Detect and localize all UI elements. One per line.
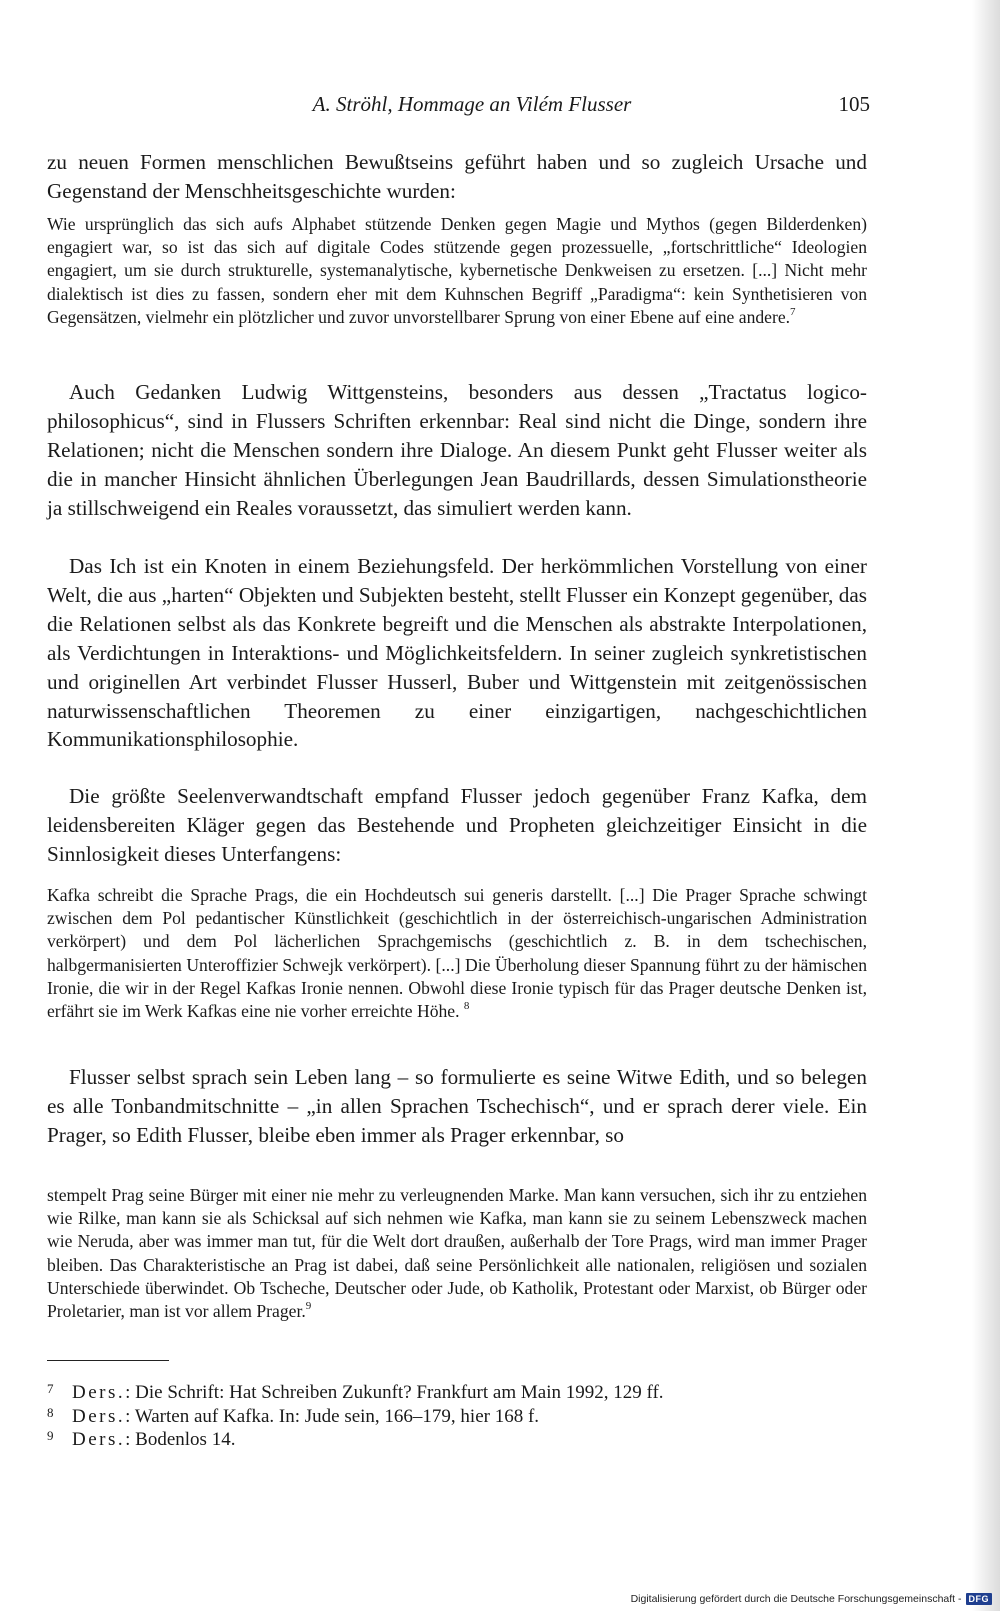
paragraph-1-text: zu neuen Formen menschlichen Bewußtseins geführt haben und so zugleich Ursache und Gegenstand der Menschheitsgeschichte wurden: — [47, 150, 867, 203]
footnote-text: : Warten auf Kafka. In: Jude sein, 166–179, hier 168 f. — [125, 1405, 540, 1427]
paragraph-3-text: Das Ich ist ein Knoten in einem Beziehungsfeld. Der herkömmlichen Vorstellung von einer Welt, die aus „harten“ Objekten und Subjekten besteht, stellt Flusser ein Konzept gegenüber, das die Relationen selbst als das Konkrete begreift und die Menschen als abstrakte Interpolationen, als Verdichtungen in Interaktions- und Möglichkeitsfeldern. In seiner zugleich synkretistischen und originellen Art verbindet Flusser Husserl, Buber und Wittgenstein mit zeitgenössischen naturwissenschaftlichen Theoremen zu einer einzigartigen, nachgeschichtlichen Kommunikationsphilosophie. — [47, 554, 868, 752]
paragraph-2 — [47, 378, 867, 523]
footnote-divider — [47, 1360, 169, 1361]
footnote-author: Ders. — [72, 1405, 126, 1427]
footnotes — [47, 1381, 867, 1452]
footnote-author: Ders. — [72, 1382, 126, 1403]
block-quote-1-text: Wie ursprünglich das sich aufs Alphabet stützende Denken gegen Magie und Mythos (gegen Bilderdenken) engagiert war, so ist das sich auf digitale Codes stützende gegen prozessuelle, „fortschrittliche“ Ideologien engagiert, um sie durch strukturelle, systemanalytische, kybernetische Denkweisen zu ersetzen. [...] Nicht mehr dialektisch ist dies zu fassen, sondern eher mit dem Kuhnschen Begriff „Paradigma“: kein Synthetisieren von Gegensätzen, vielmehr ein plötzlicher und zuvor unvorstellbarer Sprung von einer Ebene auf eine andere. — [47, 214, 867, 327]
page-number: 105 — [838, 92, 870, 116]
block-quote-3 — [47, 1184, 867, 1323]
footnote-text: : Bodenlos 14. — [125, 1429, 236, 1450]
footnote-7 — [47, 1381, 867, 1405]
block-quote-2-text: Kafka schreibt die Sprache Prags, die ein Hochdeutsch sui generis darstellt. [...] Die Prager Sprache schwingt zwischen dem Pol pedantischer Künstlichkeit (geschichtlich in der österreichisch-ungarischen Administration verkörpert) und dem Pol lächerlichen Sprachgemischs (geschichtlich z. B. in dem tschechischen, halbgermanisierten Unteroffizier Schwejk verkörpert). [...] Die Überholung dieser Spannung führt zu der hämischen Ironie, die wir in der Regel Kafkas Ironie nennen. Obwohl diese Ironie typisch für das Prager deutsche Denken ist, erfährt sie im Werk Kafkas eine nie vorher erreichte Höhe. — [47, 885, 867, 1022]
paragraph-1 — [47, 148, 867, 206]
running-title: A. Ströhl, Hommage an Vilém Flusser — [312, 92, 632, 116]
digitization-credit — [631, 1593, 992, 1605]
paragraph-3 — [47, 552, 867, 754]
footnote-8 — [47, 1405, 867, 1429]
footnote-author: Ders. — [72, 1429, 126, 1450]
paragraph-2-text: Auch Gedanken Ludwig Wittgensteins, besonders aus dessen „Tractatus logico-philosophicus“, sind in Flussers Schriften erkennbar: Real sind nicht die Dinge, sondern ihre Relationen; nicht die Menschen sondern ihre Dialoge. An diesem Punkt geht Flusser weiter als die in mancher Hinsicht ähnlichen Überlegungen Jean Baudrillards, dessen Simulationstheorie ja stillschweigend ein Reales voraussetzt, das simuliert werden kann. — [47, 380, 867, 520]
footnote-9 — [47, 1428, 867, 1452]
footnote-number: 9 — [47, 1428, 54, 1443]
paragraph-5-text: Flusser selbst sprach sein Leben lang – so formulierte es seine Witwe Edith, und so belegen es alle Tonbandmitschnitte – „in allen Sprachen Tschechisch“, und er sprach derer viele. Ein Prager, so Edith Flusser, bleibe eben immer als Prager erkennbar, so — [47, 1065, 867, 1147]
paragraph-4 — [47, 782, 867, 869]
footnote-number: 8 — [47, 1404, 54, 1420]
dfg-logo-icon: DFG — [966, 1593, 993, 1605]
footnote-number: 7 — [47, 1381, 54, 1396]
block-quote-2 — [47, 884, 867, 1023]
footnote-ref-9[interactable]: 9 — [305, 1300, 312, 1313]
credit-text: Digitalisierung gefördert durch die Deutsche Forschungsgemeinschaft - — [630, 1593, 962, 1605]
paragraph-5 — [47, 1063, 867, 1150]
block-quote-3-text: stempelt Prag seine Bürger mit einer nie mehr zu verleugnenden Marke. Man kann versuchen, sich ihr zu entziehen wie Rilke, man kann sie als Schicksal auf sich nehmen wie Kafka, man kann sie zu seinem Lebenszweck machen wie Neruda, aber was immer man tut, für die Welt dort draußen, außerhalb der Tore Prags, wird man immer Prager bleiben. Das Charakteristische an Prag ist dabei, daß seine Persönlichkeit alle nationalen, religiösen und sozialen Unterschiede überwindet. Ob Tscheche, Deutscher oder Jude, ob Katholik, Protestant oder Marxist, ob Bürger oder Proletarier, man ist vor allem Prager. — [47, 1185, 867, 1322]
footnote-ref-7[interactable]: 7 — [790, 305, 796, 318]
paragraph-4-text: Die größte Seelenverwandtschaft empfand Flusser jedoch gegenüber Franz Kafka, dem leidensbereiten Kläger gegen das Bestehende und Propheten gleichzeitiger Einsicht in die Sinnlosigkeit dieses Unterfangens: — [47, 784, 867, 866]
footnote-text: : Die Schrift: Hat Schreiben Zukunft? Frankfurt am Main 1992, 129 ff. — [125, 1382, 664, 1403]
block-quote-1 — [47, 213, 867, 329]
footnote-ref-8[interactable]: 8 — [463, 1000, 470, 1013]
